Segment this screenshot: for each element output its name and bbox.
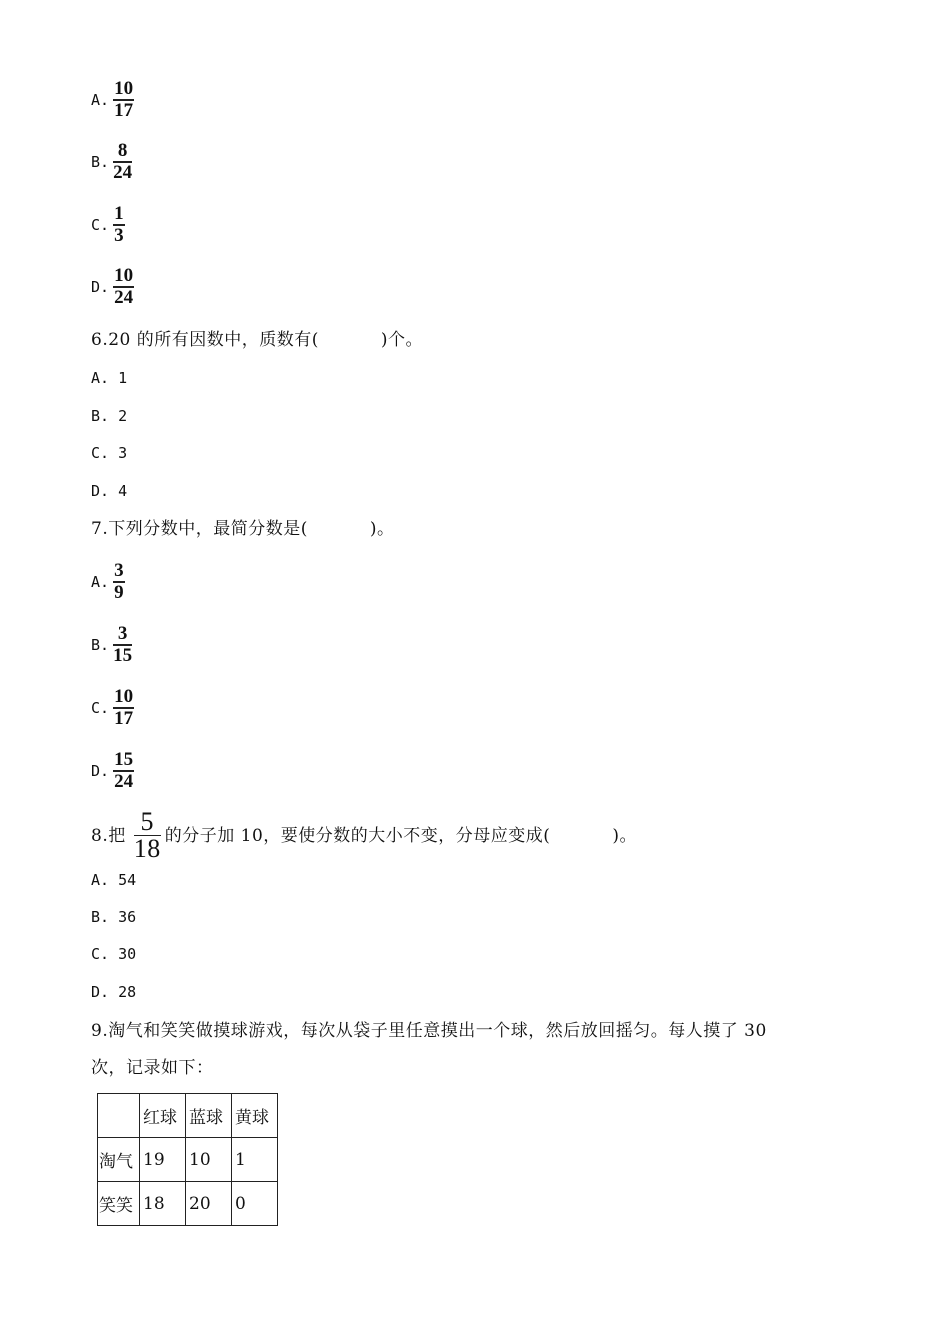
option-label: A. [91,91,110,109]
fraction [113,142,132,182]
option-label: A. [91,573,110,591]
option-label: D. [91,278,110,296]
option-text: D. 4 [91,482,128,500]
q7-stem-text: 7.下列分数中，最简分数是( [91,519,308,539]
fraction [113,267,134,307]
option-label: B. [91,153,110,171]
q6-option-b [91,406,131,426]
q7-option-b [91,625,132,665]
q6-option-c [91,443,131,463]
q9-stem-text: 次，记录如下： [91,1058,214,1078]
fraction [113,80,134,120]
q6-option-a [91,368,131,388]
numerator: 3 [114,560,124,581]
denominator: 24 [114,287,134,308]
numerator: 10 [114,265,134,286]
fraction [113,205,125,245]
table-header-cell: 黄球 [232,1094,278,1138]
q5-option-d [91,267,134,307]
q5-option-c [91,205,125,245]
option-label: C. [91,699,110,717]
fraction [113,751,134,791]
q8-stem [91,807,638,863]
table-cell: 0 [232,1182,278,1226]
denominator: 17 [114,708,134,729]
q7-option-a [91,562,125,602]
q9-stem-text: 9.淘气和笑笑做摸球游戏，每次从袋子里任意摸出一个球，然后放回摇匀。每人摸了 30 [91,1021,767,1041]
q7-option-c [91,688,134,728]
q8-option-d [91,982,140,1002]
table-cell: 10 [186,1138,232,1182]
denominator: 24 [113,162,133,183]
option-label: C. [91,216,110,234]
q8-option-c [91,944,140,964]
table-row [98,1138,278,1182]
option-text: B. 36 [91,908,137,926]
numerator: 10 [114,686,134,707]
q8-stem-text: 的分子加 10，要使分数的大小不变，分母应变成( [164,825,551,846]
fraction [113,688,134,728]
q5-option-a [91,80,134,120]
q9-stem-line2 [91,1058,214,1078]
table-cell: 1 [232,1138,278,1182]
table-header-cell [98,1094,140,1138]
table-cell: 19 [140,1138,186,1182]
option-label: D. [91,762,110,780]
q9-stem-line1 [91,1021,767,1041]
numerator: 5 [140,807,154,836]
table-header-row [98,1094,278,1138]
option-text: C. 3 [91,444,128,462]
option-text: A. 1 [91,369,128,387]
q6-stem [91,330,423,350]
option-text: B. 2 [91,407,128,425]
denominator: 3 [114,225,124,246]
fraction [113,562,125,602]
denominator: 15 [113,645,133,666]
record-table [97,1093,278,1226]
q6-stem-text: 6.20 的所有因数中，质数有( [91,330,319,350]
table-row [98,1182,278,1226]
option-text: D. 28 [91,983,137,1001]
numerator: 3 [117,623,128,644]
table-cell: 淘气 [98,1138,140,1182]
q8-stem-end: )。 [612,825,638,846]
q7-stem-end: )。 [369,519,395,539]
q7-option-d [91,751,134,791]
numerator: 1 [114,203,124,224]
fraction [133,807,161,863]
table-header-cell: 红球 [140,1094,186,1138]
q7-stem [91,519,395,539]
table-cell: 笑笑 [98,1182,140,1226]
table-cell: 20 [186,1182,232,1226]
q8-stem-prefix: 8.把 [91,825,126,846]
q8-option-a [91,870,140,890]
q6-option-d [91,481,131,501]
numerator: 15 [114,749,134,770]
table-cell: 18 [140,1182,186,1226]
denominator: 17 [114,100,134,121]
numerator: 8 [117,140,128,161]
q6-stem-end: )个。 [380,330,424,350]
denominator: 9 [114,582,124,603]
q5-option-b [91,142,132,182]
q8-option-b [91,907,140,927]
option-label: B. [91,636,110,654]
numerator: 10 [114,78,134,99]
denominator: 18 [133,834,161,863]
table-header-cell: 蓝球 [186,1094,232,1138]
option-text: C. 30 [91,945,137,963]
denominator: 24 [114,771,134,792]
fraction [113,625,132,665]
option-text: A. 54 [91,871,137,889]
